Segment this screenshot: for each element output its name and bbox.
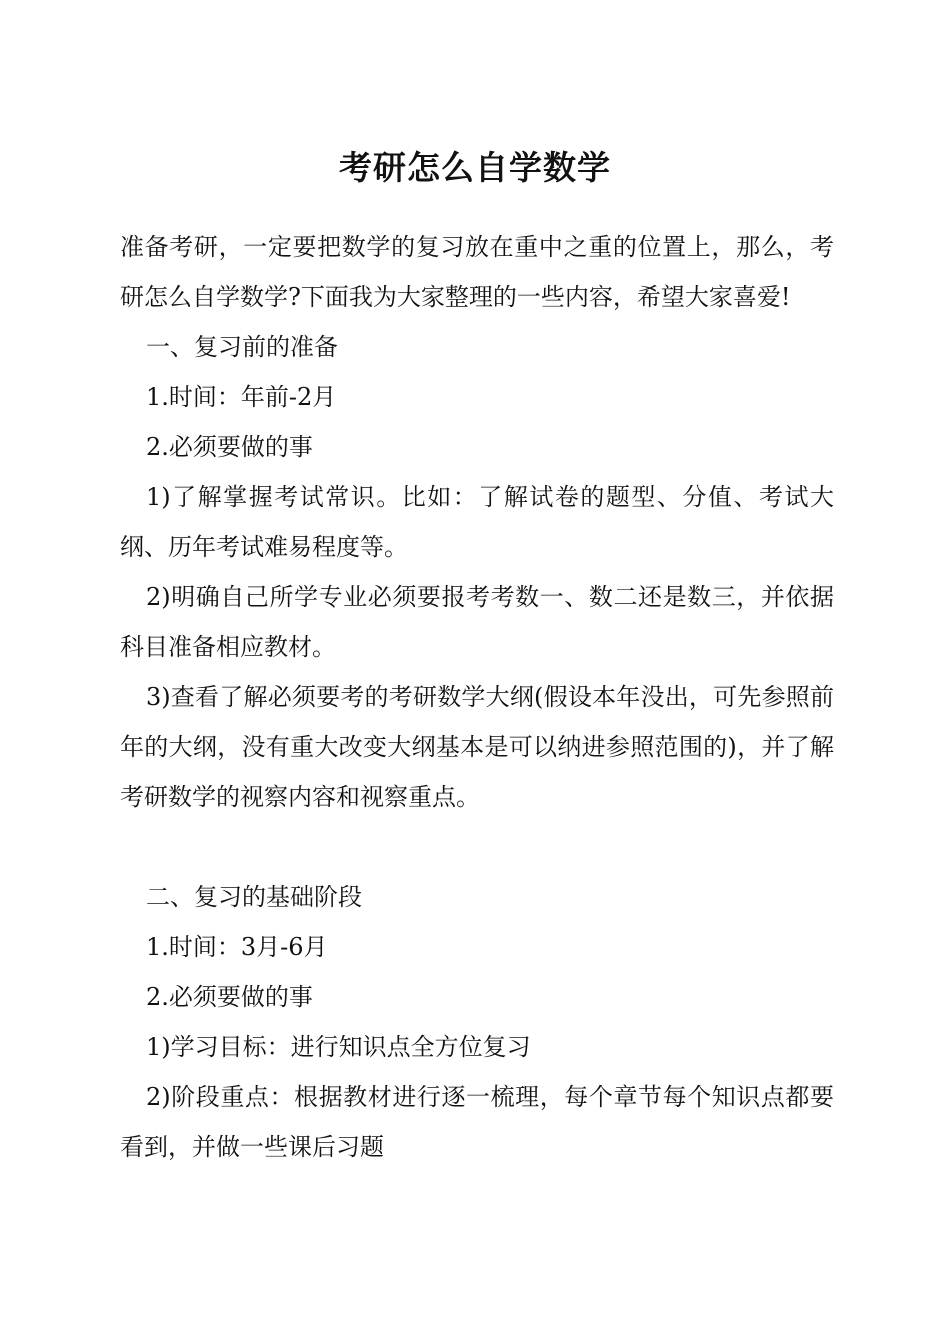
list-item-exam-type: 2)明确自己所学专业必须要报考考数一、数二还是数三，并依据科目准备相应教材。 [120, 583, 834, 661]
list-item-study-goal: 1)学习目标：进行知识点全方位复习 [146, 1033, 531, 1061]
list-item-stage-focus: 2)阶段重点：根据教材进行逐一梳理，每个章节每个知识点都要看到，并做一些课后习题 [120, 1083, 834, 1161]
document-body [120, 222, 834, 1172]
list-item-time-2: 1.时间：3月-6月 [146, 933, 328, 961]
list-item-exam-knowledge: 1)了解掌握考试常识。比如：了解试卷的题型、分值、考试大纲、历年考试难易程度等。 [120, 483, 834, 561]
list-item-syllabus: 3)查看了解必须要考的考研数学大纲(假设本年没出，可先参照前年的大纲，没有重大改变大纲基本是可以纳进参照范围的)，并了解考研数学的视察内容和视察重点。 [120, 683, 834, 811]
intro-paragraph: 准备考研，一定要把数学的复习放在重中之重的位置上，那么，考研怎么自学数学?下面我为大家整理的一些内容，希望大家喜爱! [120, 233, 834, 311]
list-item-time-1: 1.时间：年前-2月 [146, 383, 337, 411]
section-heading-basics: 二、复习的基础阶段 [146, 883, 362, 911]
document-title: 考研怎么自学数学 [339, 148, 611, 187]
section-heading-preparation: 一、复习前的准备 [146, 333, 338, 361]
list-item-tasks-1: 2.必须要做的事 [146, 433, 313, 461]
list-item-tasks-2: 2.必须要做的事 [146, 983, 313, 1011]
section-spacer [120, 822, 834, 872]
